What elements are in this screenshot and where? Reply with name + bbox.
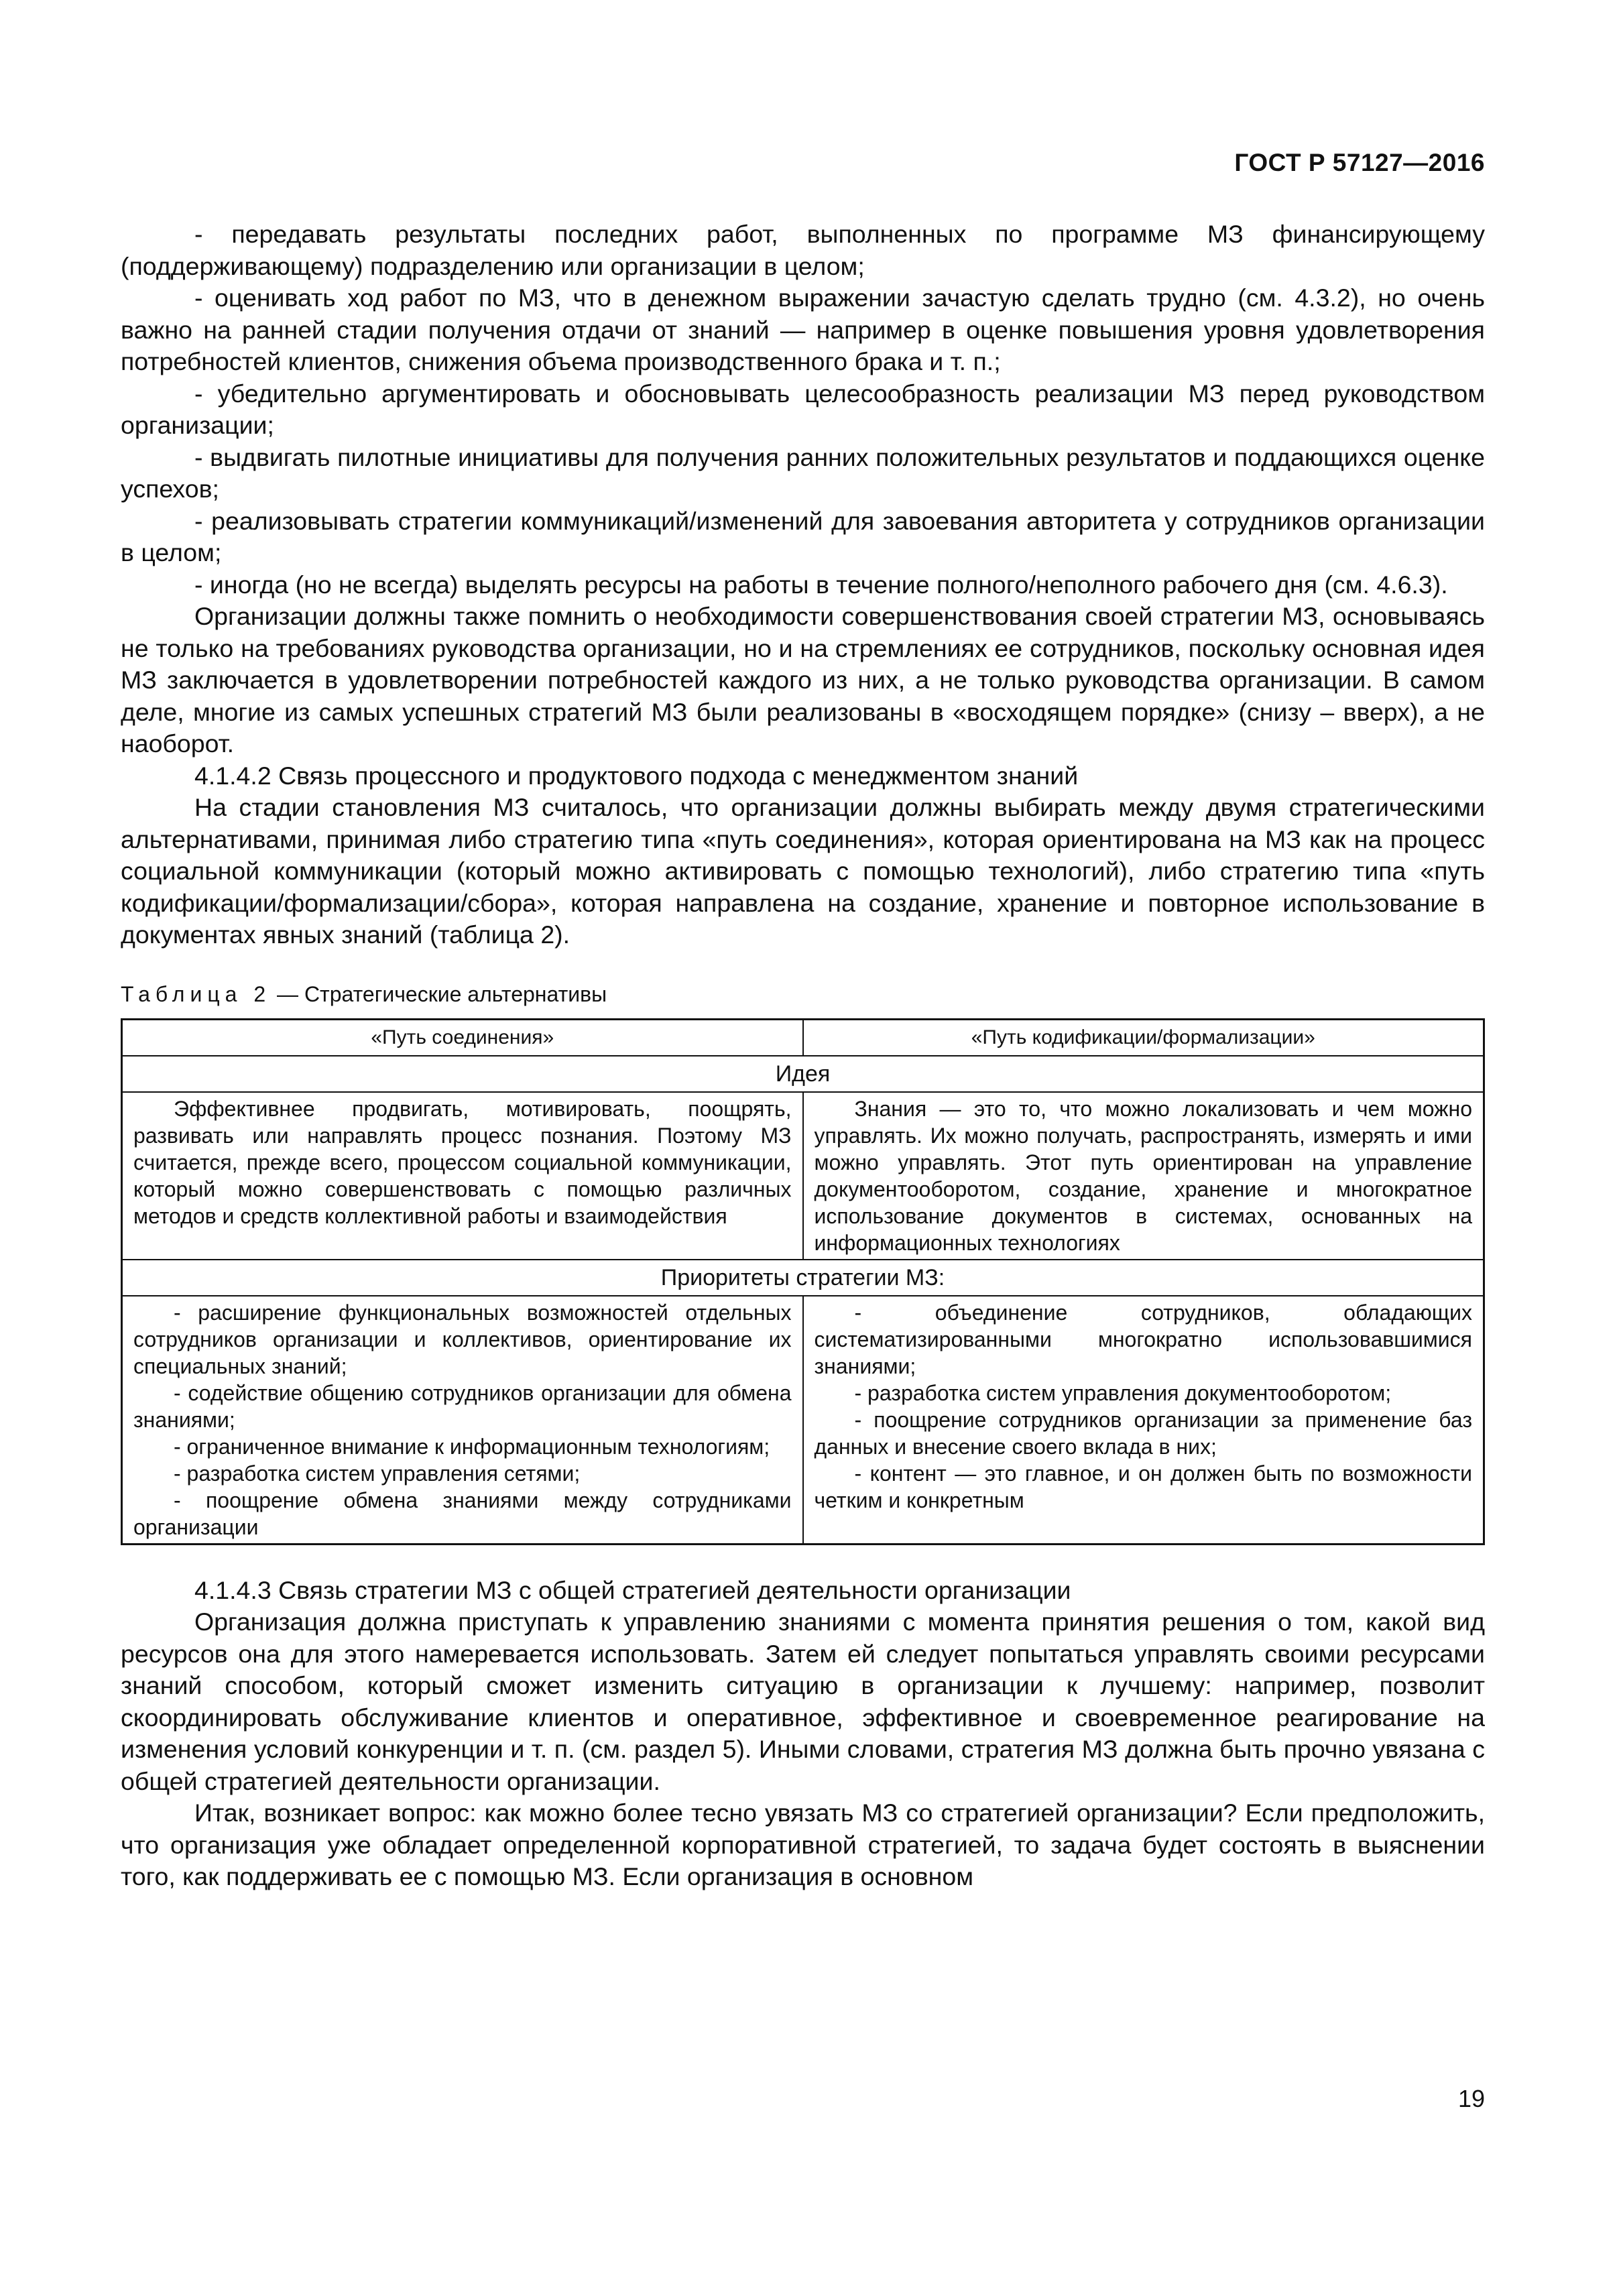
idea-cell-col2 xyxy=(803,1092,1484,1260)
idea-text-col2: Знания — это то, что можно локализовать и чем можно управлять. Их можно получать, распространять, измерять и ими можно управлять. Этот путь ориентирован на управление документооборотом, создание, хранение и многократное использование документов в системах, основанных на информационных технологиях xyxy=(814,1096,1472,1255)
table-row xyxy=(122,1296,1484,1545)
list-item: - передавать результаты последних работ, выполненных по программе МЗ финансирующему (поддерживающему) подразделению или организации в целом; xyxy=(121,220,1485,280)
table-header-row xyxy=(122,1019,1484,1056)
priority-item: - контент — это главное, и он должен быть по возможности четким и конкретным xyxy=(814,1461,1472,1512)
list-item: - реализовывать стратегии коммуникаций/изменений для завоевания авторитета у сотрудников организации в целом; xyxy=(121,506,1485,566)
list-item: - иногда (но не всегда) выделять ресурсы на работы в течение полного/неполного рабочего дня (см. 4.6.3). xyxy=(194,570,1448,599)
table-caption xyxy=(121,981,1485,1008)
table-row xyxy=(122,1260,1484,1296)
priorities-cell-col1 xyxy=(122,1296,803,1545)
table-caption-label: Таблица 2 xyxy=(121,981,272,1006)
strategy-paragraph: Организации должны также помнить о необходимости совершенствования своей стратегии МЗ, основываясь не только на требованиях руководства организации, но и на стремлениях ее сотрудников, поскольку основная идея МЗ заключается в удовлетворении потребностей каждого из них, а не только руководства организации. В самом деле, многие из самых успешных стратегий МЗ были реализованы в «восходящем порядке» (снизу – вверх), а не наоборот. xyxy=(121,602,1485,758)
priority-item: - ограниченное внимание к информационным технологиям; xyxy=(174,1434,770,1459)
table-header-col2: «Путь кодификации/формализации» xyxy=(803,1019,1484,1056)
list-item: - оценивать ход работ по МЗ, что в денежном выражении зачастую сделать трудно (см. 4.3.2), но очень важно на ранней стадии получения отдачи от знаний — например в оценке повышения уровня удовлетворения потребностей клиентов, снижения объема производственного брака и т. п.; xyxy=(121,284,1485,375)
idea-cell-col1 xyxy=(122,1092,803,1260)
section-text-4143-1: Организация должна приступать к управлению знаниями с момента принятия решения о том, какой вид ресурсов она для этого намеревается использовать. Затем ей следует попытаться управлять своими ресурсами знаний способом, который сможет изменить ситуацию в организации к лучшему: например, позволит скоординировать обслуживание клиентов и оперативное, эффективное и своевременное реагирование на изменения условий конкуренции и т. п. (см. раздел 5). Иными словами, стратегия МЗ должна быть прочно увязана с общей стратегией деятельности организации. xyxy=(121,1608,1485,1795)
priorities-label: Приоритеты стратегии МЗ: xyxy=(122,1260,1484,1296)
priorities-cell-col2 xyxy=(803,1296,1484,1545)
document-code-header: ГОСТ Р 57127—2016 xyxy=(1234,149,1485,176)
list-item: - убедительно аргументировать и обосновывать целесообразность реализации МЗ перед руководством организации; xyxy=(121,379,1485,439)
section-4143 xyxy=(121,1575,1485,1893)
priority-item: - расширение функциональных возможностей отдельных сотрудников организации и коллективов, ориентирование их специальных знаний; xyxy=(133,1300,792,1378)
list-item: - выдвигать пилотные инициативы для получения ранних положительных результатов и поддающихся оценке успехов; xyxy=(121,442,1485,503)
priority-item: - разработка систем управления сетями; xyxy=(174,1461,581,1486)
section-text-4142: На стадии становления МЗ считалось, что организации должны выбирать между двумя стратегическими альтернативами, принимая либо стратегию типа «путь соединения», которая ориентирована на МЗ как на процесс социальной коммуникации (который можно активировать с помощью технологий), либо стратегию типа «путь кодификации/формализации/сбора», которая направлена на создание, хранение и повторное использование в документах явных знаний (таблица 2). xyxy=(121,793,1485,949)
page-number: 19 xyxy=(1457,2085,1485,2112)
section-text-4143-2: Итак, возникает вопрос: как можно более тесно увязать МЗ со стратегией организации? Если предположить, что организация уже обладает определенной корпоративной стратегией, то задача будет состоять в выяснении того, как поддерживать ее с помощью МЗ. Если организация в основном xyxy=(121,1799,1485,1890)
priority-item: - объединение сотрудников, обладающих систематизированными многократно использовавшимися знаниями; xyxy=(814,1300,1472,1378)
table-caption-title: — Стратегические альтернативы xyxy=(271,981,607,1006)
priority-item: - разработка систем управления документооборотом; xyxy=(854,1380,1392,1405)
table-row xyxy=(122,1092,1484,1260)
table-header-col1: «Путь соединения» xyxy=(122,1019,803,1056)
priority-item: - поощрение обмена знаниями между сотрудниками организации xyxy=(133,1488,792,1539)
document-body xyxy=(121,219,1485,1893)
table-row xyxy=(122,1056,1484,1092)
idea-label: Идея xyxy=(122,1056,1484,1092)
idea-text-col1: Эффективнее продвигать, мотивировать, поощрять, развивать или направлять процесс познания. Поэтому МЗ считается, прежде всего, процессом социальной коммуникации, который можно совершенствовать с помощью различных методов и средств коллективной работы и взаимодействия xyxy=(133,1096,792,1228)
priority-item: - содействие общению сотрудников организации для обмена знаниями; xyxy=(133,1380,792,1432)
priority-item: - поощрение сотрудников организации за применение баз данных и внесение своего вклада в них; xyxy=(814,1407,1472,1459)
section-heading-4142: 4.1.4.2 Связь процессного и продуктового подхода с менеджментом знаний xyxy=(194,761,1079,790)
strategic-alternatives-table xyxy=(121,1018,1485,1545)
section-heading-4143: 4.1.4.3 Связь стратегии МЗ с общей стратегией деятельности организации xyxy=(194,1575,1071,1604)
